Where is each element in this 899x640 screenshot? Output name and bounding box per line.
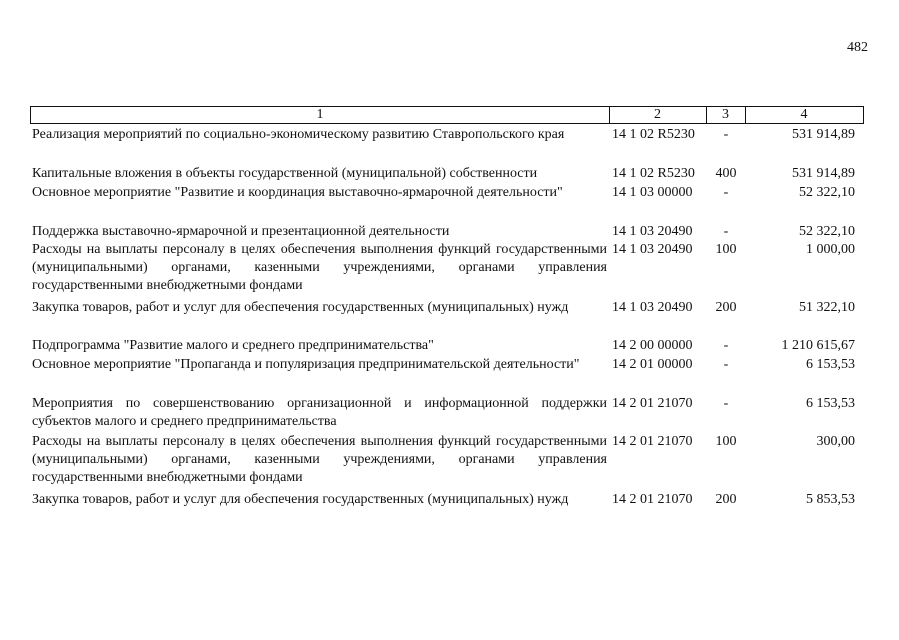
row-type: 100	[715, 242, 737, 257]
row-amount: 51 322,10	[799, 300, 855, 315]
row-description: Расходы на выплаты персоналу в целях обеспечения выполнения функций государственными (муниципальными) органами, казенными учреждениями, органами управления государственными внебюджетными фондами	[32, 242, 607, 293]
row-description: Основное мероприятие "Развитие и координация выставочно-ярмарочной деятельности"	[32, 185, 563, 200]
row-amount: 1 210 615,67	[781, 338, 855, 353]
header-col-4: 4	[800, 107, 808, 122]
row-type: -	[723, 127, 729, 142]
row-amount: 300,00	[816, 434, 855, 449]
header-col-1: 1	[316, 107, 324, 122]
row-code: 14 1 03 20490	[612, 224, 693, 239]
row-type: 200	[715, 300, 737, 315]
row-type: -	[723, 357, 729, 372]
row-amount: 52 322,10	[799, 224, 855, 239]
row-type: 100	[715, 434, 737, 449]
row-amount: 1 000,00	[806, 242, 855, 257]
row-type: -	[723, 396, 729, 411]
row-type: -	[723, 185, 729, 200]
row-description: Закупка товаров, работ и услуг для обеспечения государственных (муниципальных) нужд	[32, 300, 569, 315]
row-description: Поддержка выставочно-ярмарочной и презентационной деятельности	[32, 224, 450, 239]
row-code: 14 2 01 21070	[612, 396, 693, 411]
row-code: 14 2 01 21070	[612, 492, 693, 507]
row-description: Капитальные вложения в объекты государственной (муниципальной) собственности	[32, 166, 538, 181]
row-code: 14 2 00 00000	[612, 338, 693, 353]
header-col-2: 2	[654, 107, 661, 122]
row-code: 14 1 03 20490	[612, 300, 693, 315]
row-amount: 6 153,53	[806, 357, 855, 372]
row-description: Основное мероприятие "Пропаганда и популяризация предпринимательской деятельности"	[32, 357, 580, 372]
row-description: Мероприятия по совершенствованию организационной и информационной поддержки субъектов малого и среднего предпринимательства	[32, 396, 607, 429]
row-amount: 6 153,53	[806, 396, 855, 411]
row-type: 200	[715, 492, 737, 507]
row-description: Подпрограмма "Развитие малого и среднего предпринимательства"	[32, 338, 434, 353]
page-number: 482	[847, 40, 868, 55]
row-code: 14 1 03 20490	[612, 242, 693, 257]
row-code: 14 2 01 21070	[612, 434, 693, 449]
row-code: 14 2 01 00000	[612, 357, 693, 372]
row-code: 14 1 03 00000	[612, 185, 693, 200]
row-code: 14 1 02 R5230	[612, 166, 695, 181]
row-type: -	[723, 338, 729, 353]
table-header	[30, 106, 864, 124]
row-description: Реализация мероприятий по социально-экономическому развитию Ставропольского края	[32, 127, 565, 142]
row-type: -	[723, 224, 729, 239]
row-amount: 52 322,10	[799, 185, 855, 200]
row-amount: 5 853,53	[806, 492, 855, 507]
row-code: 14 1 02 R5230	[612, 127, 695, 142]
row-amount: 531 914,89	[792, 127, 855, 142]
row-description: Закупка товаров, работ и услуг для обеспечения государственных (муниципальных) нужд	[32, 492, 569, 507]
row-type: 400	[715, 166, 737, 181]
row-amount: 531 914,89	[792, 166, 855, 181]
header-col-3: 3	[722, 107, 729, 122]
row-description: Расходы на выплаты персоналу в целях обеспечения выполнения функций государственными (муниципальными) органами, казенными учреждениями, органами управления государственными внебюджетными фондами	[32, 434, 607, 485]
